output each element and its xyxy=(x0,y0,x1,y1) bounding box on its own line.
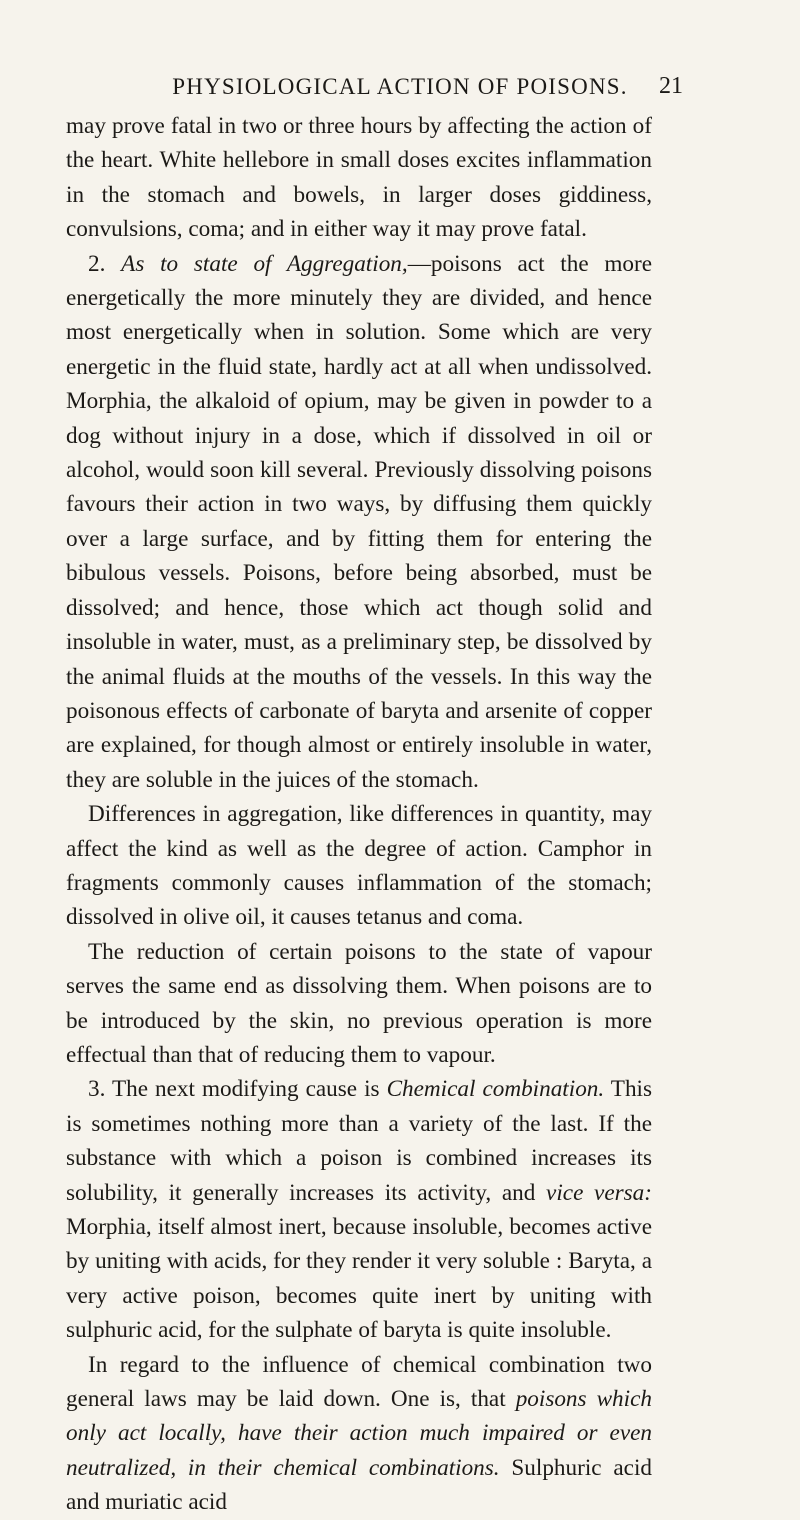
paragraph-2 xyxy=(66,247,652,798)
running-head: PHYSIOLOGICAL ACTION OF POISONS. xyxy=(172,74,628,99)
paragraph-2-heading: As to state of Aggregation, xyxy=(121,250,408,277)
paragraph-3 xyxy=(66,797,652,935)
paragraph-3-text: Differences in aggregation, like differences in quantity, may affect the kind as well as the degree of action. Camphor in fragments commonly causes inflammation of the stomach; dissolved in olive oil, it causes tetanus and coma. xyxy=(66,801,652,931)
paragraph-5-lead: 3. The next modifying cause is xyxy=(88,1076,387,1103)
paragraph-5-text: This is sometimes nothing more than a variety of the last. If the substance with which a poison is combined increases its solubility, it generally increases its activity, and xyxy=(66,1076,653,1206)
body-text xyxy=(66,109,652,1520)
paragraph-5 xyxy=(66,1072,652,1347)
paragraph-4-text: The reduction of certain poisons to the state of vapour serves the same end as dissolving them. When poisons are to be introduced by the skin, no previous operation is more effectual than that of reducing them to vapour. xyxy=(66,938,652,1068)
paragraph-5-heading: Chemical combination. xyxy=(386,1076,605,1103)
paragraph-6 xyxy=(66,1348,652,1520)
paragraph-6-lead: In regard to the influence of chemical combination two general laws may be laid down. One is, that xyxy=(66,1351,652,1413)
paragraph-6-text: Sulphuric acid and muriatic acid xyxy=(66,1454,652,1516)
paragraph-5-text-continued: Morphia, itself almost inert, because insoluble, becomes active by uniting with acids, for they render it very soluble : Baryta, a very active poison, becomes quite inert by uniting with sulphuric acid, for the sulphate of baryta is quite insoluble. xyxy=(66,1214,652,1344)
paragraph-1 xyxy=(66,109,652,247)
paragraph-2-text: —poisons act the more energetically the more minutely they are divided, and hence most energetically when in solution. Some which are very energetic in the fluid state, hardly act at all when undissolved. Morphia, the alkaloid of opium, may be given in powder to a dog without injury in a dose, which if dissolved in oil or alcohol, would soon kill several. Previously dissolving poisons favours their action in two ways, by diffusing them quickly over a large surface, and by fitting them for entering the bibulous vessels. Poisons, before being absorbed, must be dissolved; and hence, those which act though solid and insoluble in water, must, as a preliminary step, be dissolved by the animal fluids at the mouths of the vessels. In this way the poisonous effects of carbonate of baryta and arsenite of copper are explained, for though almost or entirely insoluble in water, they are soluble in the juices of the stomach. xyxy=(66,250,653,793)
paragraph-1-text: may prove fatal in two or three hours by affecting the action of the heart. White hellebore in small doses excites inflammation in the stomach and bowels, in larger doses giddiness, convulsions, coma; and in either way it may prove fatal. xyxy=(66,113,652,243)
paragraph-5-italic-phrase: vice versa: xyxy=(546,1179,652,1206)
paragraph-2-number: 2. xyxy=(88,250,122,277)
page-number: 21 xyxy=(659,73,683,99)
paragraph-4 xyxy=(66,935,652,1073)
paragraph-6-italic-law: poisons which only act locally, have their action much impaired or even neutralized, in their chemical combinations. xyxy=(66,1386,652,1481)
